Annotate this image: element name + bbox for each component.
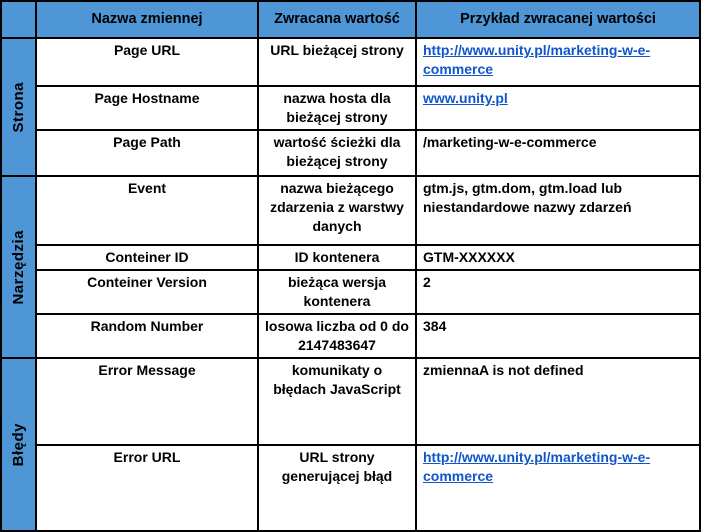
returned-value-cell: losowa liczba od 0 do 2147483647 (258, 314, 416, 358)
table-row (1, 358, 700, 445)
group-label-bledy (1, 358, 36, 531)
header-row (1, 1, 700, 38)
returned-value-cell: ID kontenera (258, 245, 416, 270)
example-value-cell (416, 314, 700, 358)
header-example-value: Przykład zwracanej wartości (416, 1, 700, 38)
returned-value-cell: bieżąca wersja kontenera (258, 270, 416, 314)
group-label-strona (1, 38, 36, 176)
variable-name-cell: Conteiner Version (36, 270, 258, 314)
table-row (1, 38, 700, 86)
returned-value-cell: komunikaty o błędach JavaScript (258, 358, 416, 445)
example-text: /marketing-w-e-commerce (423, 134, 597, 150)
example-value-cell (416, 130, 700, 176)
table-row (1, 270, 700, 314)
example-text: gtm.js, gtm.dom, gtm.load lub niestandardowe nazwy zdarzeń (423, 180, 632, 215)
variable-name-cell: Random Number (36, 314, 258, 358)
header-variable-name: Nazwa zmiennej (36, 1, 258, 38)
returned-value-cell: wartość ścieżki dla bieżącej strony (258, 130, 416, 176)
variable-name-cell: Event (36, 176, 258, 245)
table-row (1, 86, 700, 130)
returned-value-cell: nazwa hosta dla bieżącej strony (258, 86, 416, 130)
returned-value-cell: URL strony generującej błąd (258, 445, 416, 531)
group-label-text: Strona (10, 81, 27, 133)
table-row (1, 176, 700, 245)
example-link[interactable]: http://www.unity.pl/marketing-w-e-commerce (423, 449, 651, 484)
example-value-cell (416, 176, 700, 245)
example-text: zmiennaA is not defined (423, 362, 584, 378)
table-row (1, 445, 700, 531)
variable-name-cell: Page Hostname (36, 86, 258, 130)
variable-name-cell: Page URL (36, 38, 258, 86)
example-value-cell (416, 270, 700, 314)
example-value-cell (416, 358, 700, 445)
header-corner-cell (1, 1, 36, 38)
example-text: 384 (423, 318, 447, 334)
table-row (1, 245, 700, 270)
variable-name-cell: Conteiner ID (36, 245, 258, 270)
header-returned-value: Zwracana wartość (258, 1, 416, 38)
example-text: GTM-XXXXXX (423, 249, 515, 265)
group-label-text: Błędy (10, 422, 27, 467)
example-value-cell (416, 86, 700, 130)
example-value-cell (416, 38, 700, 86)
variable-name-cell: Error URL (36, 445, 258, 531)
example-link[interactable]: http://www.unity.pl/marketing-w-e-commerce (423, 42, 651, 77)
group-label-narzedzia (1, 176, 36, 358)
group-label-text: Narzędzia (10, 229, 27, 305)
example-text: 2 (423, 274, 431, 290)
variable-name-cell: Error Message (36, 358, 258, 445)
returned-value-cell: URL bieżącej strony (258, 38, 416, 86)
example-value-cell (416, 245, 700, 270)
variable-name-cell: Page Path (36, 130, 258, 176)
table-row (1, 314, 700, 358)
example-value-cell (416, 445, 700, 531)
returned-value-cell: nazwa bieżącego zdarzenia z warstwy danych (258, 176, 416, 245)
table-row (1, 130, 700, 176)
example-link[interactable]: www.unity.pl (423, 90, 508, 106)
